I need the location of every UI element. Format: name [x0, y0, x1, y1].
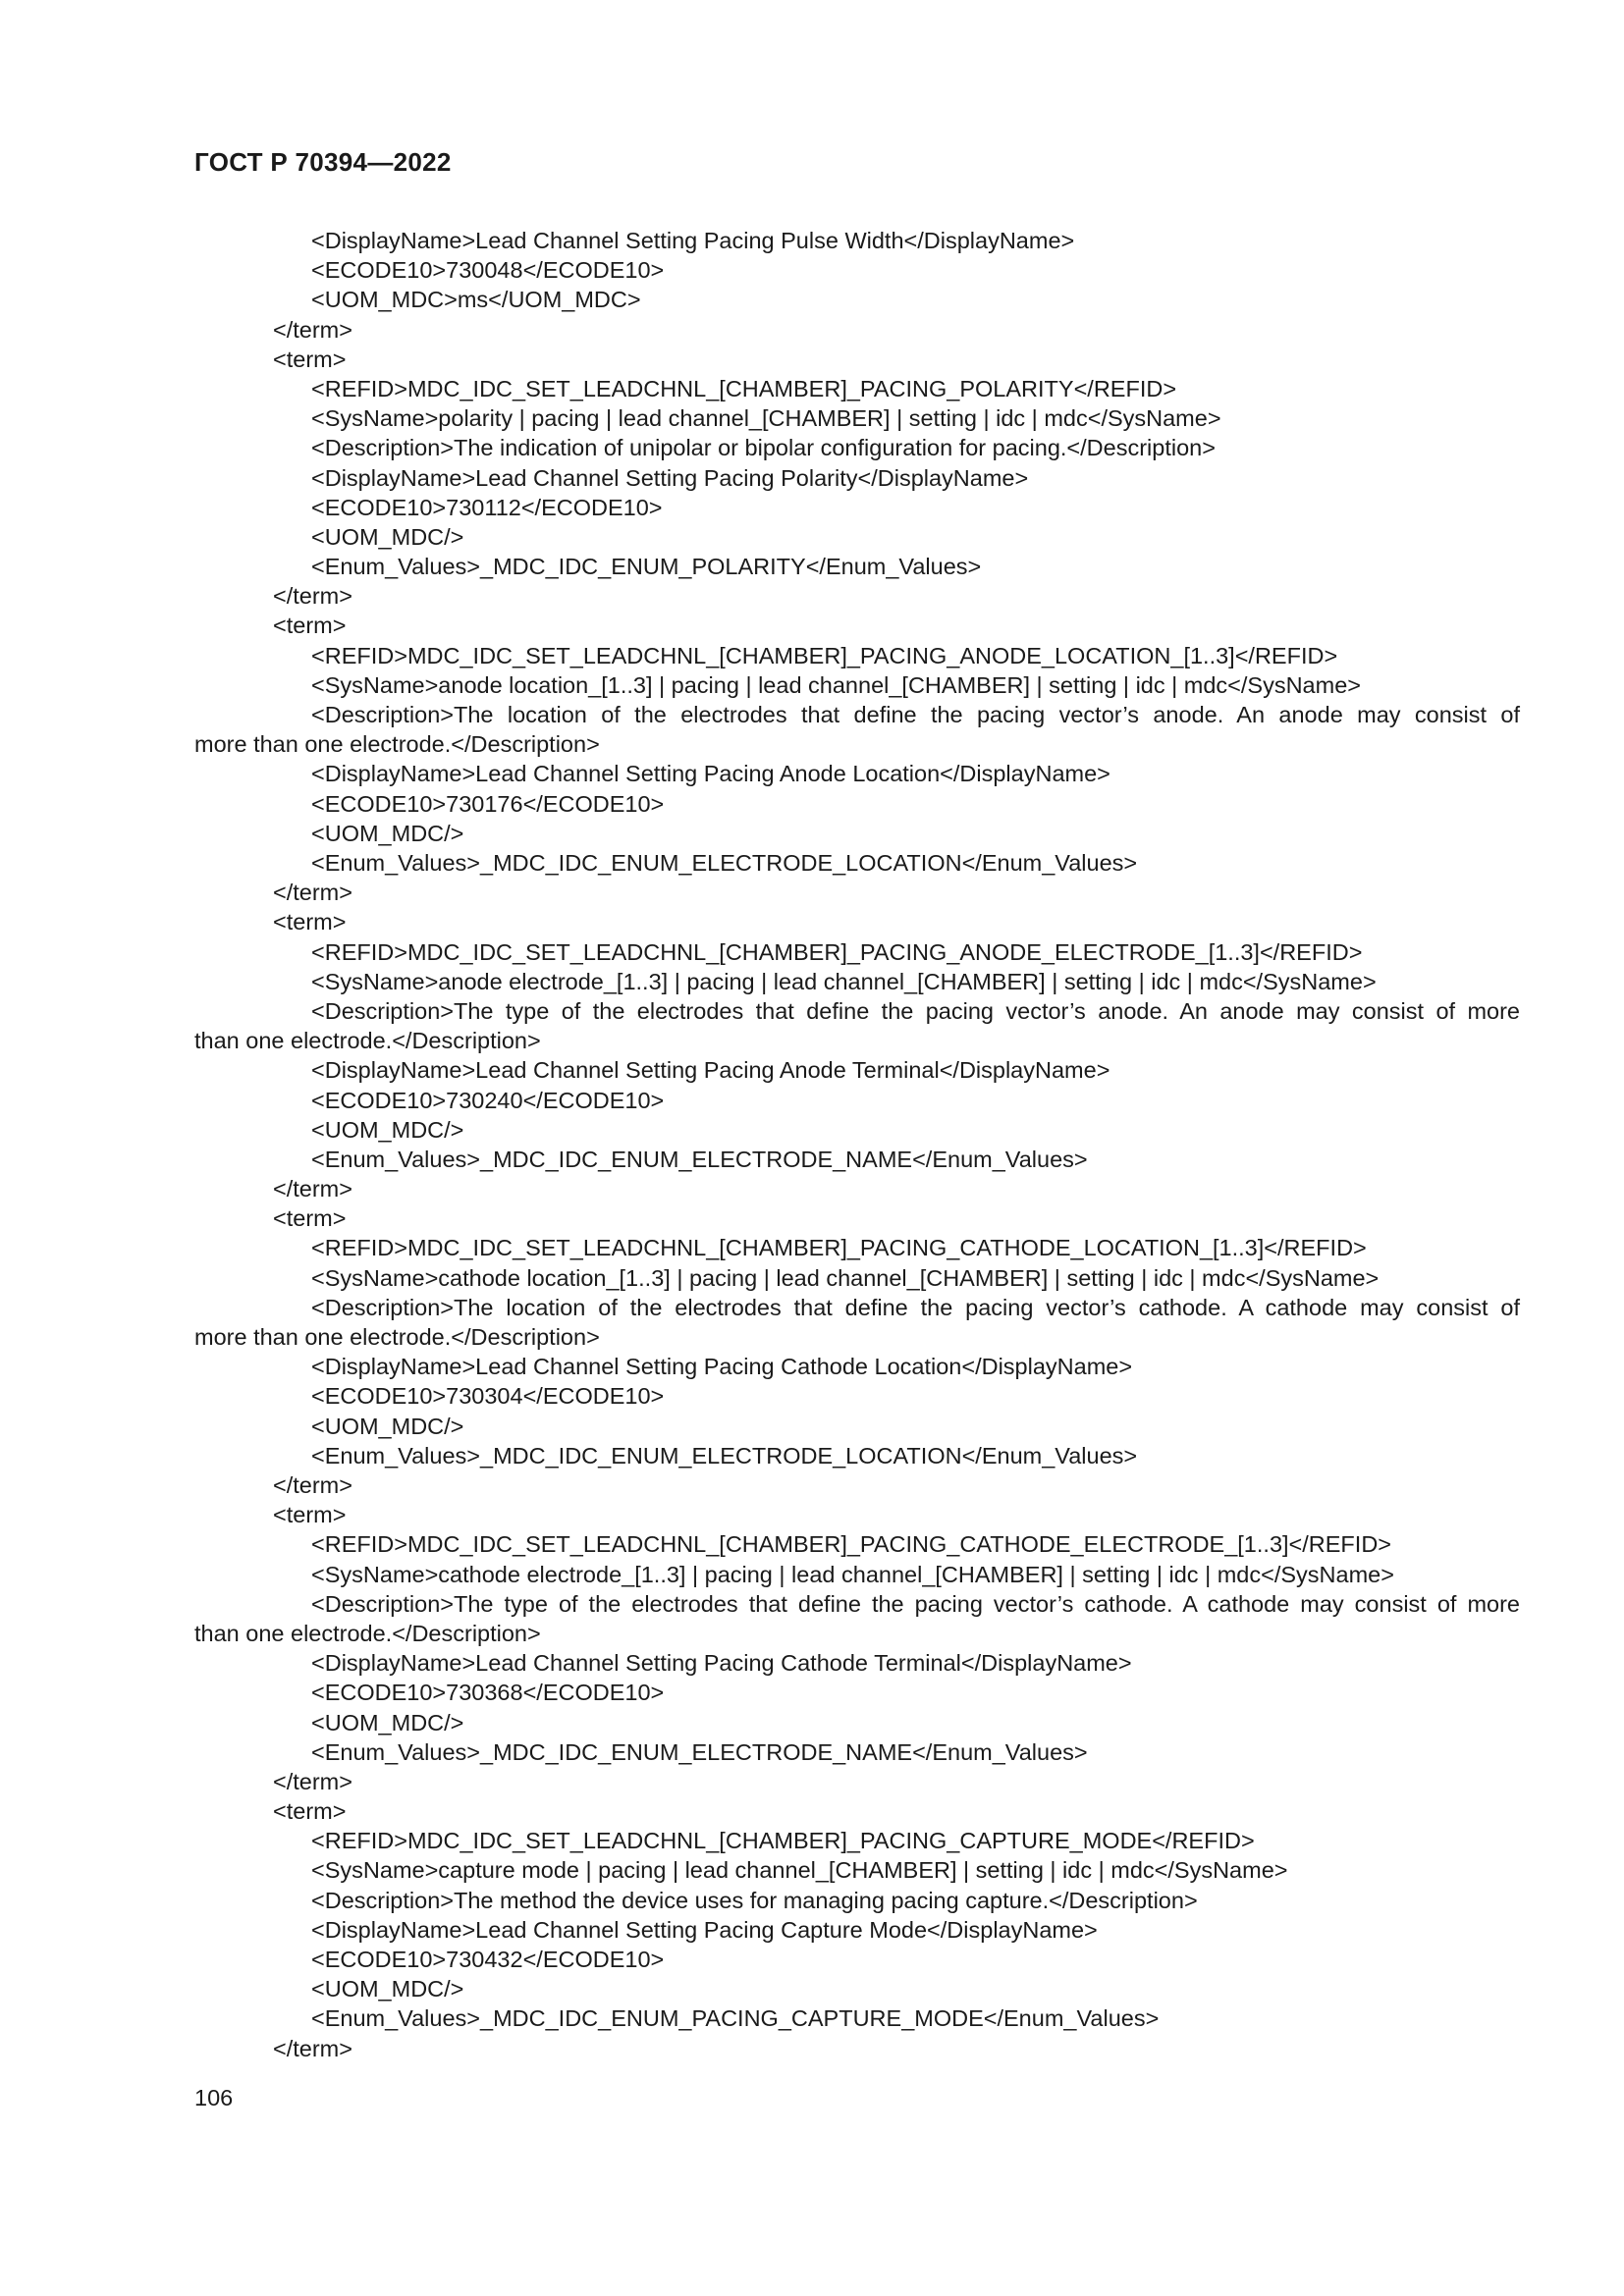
code-line: <DisplayName>Lead Channel Setting Pacing Capture Mode</DisplayName>: [311, 1916, 1098, 1943]
code-line: <SysName>anode location_[1..3] | pacing | lead channel_[CHAMBER] | setting | idc | mdc</SysName>: [311, 671, 1361, 698]
code-line: </term>: [273, 880, 352, 906]
code-line-first-part: <Description>The type of the electrodes that define the pacing vector’s anode. An anode may consist of more: [311, 997, 1520, 1024]
code-line-first-part: <Description>The location of the electrodes that define the pacing vector’s cathode. A cathode may consist of: [311, 1294, 1520, 1320]
code-line: </term>: [273, 316, 352, 343]
code-line: <Description>The indication of unipolar or bipolar configuration for pacing.</Description>: [311, 435, 1216, 461]
code-line: <SysName>anode electrode_[1..3] | pacing | lead channel_[CHAMBER] | setting | idc | mdc</SysName>: [311, 968, 1377, 994]
code-line: <REFID>MDC_IDC_SET_LEADCHNL_[CHAMBER]_PACING_CAPTURE_MODE</REFID>: [311, 1828, 1255, 1854]
code-line: <term>: [273, 346, 347, 372]
code-line: <DisplayName>Lead Channel Setting Pacing Anode Location</DisplayName>: [311, 761, 1110, 787]
code-line-wrapped: [194, 700, 1520, 759]
code-line: </term>: [273, 2035, 352, 2061]
code-line-continuation: than one electrode.</Description>: [194, 1620, 541, 1646]
code-line: <DisplayName>Lead Channel Setting Pacing Pulse Width</DisplayName>: [311, 228, 1075, 253]
code-line: </term>: [273, 1768, 352, 1794]
code-line-first-part: <Description>The location of the electrodes that define the pacing vector’s anode. An anode may consist of: [311, 702, 1520, 727]
code-line: <UOM_MDC/>: [311, 820, 464, 846]
code-line: <ECODE10>730368</ECODE10>: [311, 1680, 665, 1706]
code-line: <REFID>MDC_IDC_SET_LEADCHNL_[CHAMBER]_PACING_POLARITY</REFID>: [311, 375, 1177, 401]
code-line-wrapped: [194, 1589, 1520, 1648]
code-line: <UOM_MDC/>: [311, 523, 464, 550]
code-line: <term>: [273, 909, 347, 935]
code-line: <term>: [273, 613, 347, 639]
code-line: <term>: [273, 1502, 347, 1528]
code-line: <Enum_Values>_MDC_IDC_ENUM_ELECTRODE_LOCATION</Enum_Values>: [311, 1442, 1138, 1468]
code-line: <Enum_Values>_MDC_IDC_ENUM_ELECTRODE_NAME</Enum_Values>: [311, 1146, 1088, 1172]
code-line: <DisplayName>Lead Channel Setting Pacing Polarity</DisplayName>: [311, 464, 1029, 491]
code-line: <ECODE10>730240</ECODE10>: [311, 1087, 665, 1113]
code-line: <ECODE10>730048</ECODE10>: [311, 257, 665, 284]
code-line: <REFID>MDC_IDC_SET_LEADCHNL_[CHAMBER]_PACING_ANODE_LOCATION_[1..3]</REFID>: [311, 642, 1338, 668]
code-line-continuation: more than one electrode.</Description>: [194, 1324, 600, 1351]
code-line: <ECODE10>730304</ECODE10>: [311, 1383, 665, 1410]
code-line: <term>: [273, 1205, 347, 1232]
code-line: <Enum_Values>_MDC_IDC_ENUM_ELECTRODE_NAME</Enum_Values>: [311, 1738, 1088, 1765]
code-line: <DisplayName>Lead Channel Setting Pacing Anode Terminal</DisplayName>: [311, 1057, 1110, 1084]
code-line: <SysName>cathode electrode_[1..3] | pacing | lead channel_[CHAMBER] | setting | idc | mdc</SysName>: [311, 1561, 1394, 1587]
code-line: <ECODE10>730112</ECODE10>: [311, 494, 663, 520]
code-line: <Enum_Values>_MDC_IDC_ENUM_POLARITY</Enum_Values>: [311, 554, 982, 580]
code-line-wrapped: [194, 1293, 1520, 1352]
code-line: </term>: [273, 1176, 352, 1202]
code-line: <UOM_MDC/>: [311, 1413, 464, 1439]
code-line: <SysName>capture mode | pacing | lead channel_[CHAMBER] | setting | idc | mdc</SysName>: [311, 1857, 1288, 1884]
code-line: <SysName>cathode location_[1..3] | pacing | lead channel_[CHAMBER] | setting | idc | mdc</SysName>: [311, 1264, 1380, 1291]
xml-code-block: [194, 226, 1520, 2063]
code-line: <ECODE10>730176</ECODE10>: [311, 790, 665, 817]
code-line-continuation: than one electrode.</Description>: [194, 1028, 541, 1054]
code-line: <REFID>MDC_IDC_SET_LEADCHNL_[CHAMBER]_PACING_CATHODE_ELECTRODE_[1..3]</REFID>: [311, 1531, 1392, 1558]
code-line: <UOM_MDC/>: [311, 1976, 464, 2002]
code-line: <term>: [273, 1798, 347, 1825]
code-line: <Enum_Values>_MDC_IDC_ENUM_PACING_CAPTURE_MODE</Enum_Values>: [311, 2005, 1160, 2032]
code-line: </term>: [273, 583, 352, 610]
document-header: ГОСТ Р 70394—2022: [194, 147, 452, 177]
code-line: <UOM_MDC>ms</UOM_MDC>: [311, 287, 641, 313]
code-line: <DisplayName>Lead Channel Setting Pacing Cathode Location</DisplayName>: [311, 1354, 1133, 1380]
page-number: 106: [194, 2085, 234, 2110]
code-line-continuation: more than one electrode.</Description>: [194, 731, 600, 758]
code-line: <UOM_MDC/>: [311, 1709, 464, 1735]
code-line: <ECODE10>730432</ECODE10>: [311, 1947, 665, 1972]
code-line: <REFID>MDC_IDC_SET_LEADCHNL_[CHAMBER]_PACING_ANODE_ELECTRODE_[1..3]</REFID>: [311, 938, 1363, 965]
code-line: <DisplayName>Lead Channel Setting Pacing Cathode Terminal</DisplayName>: [311, 1650, 1132, 1677]
code-line: <REFID>MDC_IDC_SET_LEADCHNL_[CHAMBER]_PACING_CATHODE_LOCATION_[1..3]</REFID>: [311, 1235, 1367, 1261]
code-line-first-part: <Description>The type of the electrodes that define the pacing vector’s cathode. A cathode may consist of more: [311, 1590, 1520, 1617]
code-line-wrapped: [194, 996, 1520, 1055]
code-line: <UOM_MDC/>: [311, 1116, 464, 1143]
code-line: <SysName>polarity | pacing | lead channel_[CHAMBER] | setting | idc | mdc</SysName>: [311, 405, 1221, 432]
code-line: <Enum_Values>_MDC_IDC_ENUM_ELECTRODE_LOCATION</Enum_Values>: [311, 849, 1138, 876]
code-line: </term>: [273, 1471, 352, 1498]
code-line: <Description>The method the device uses for managing pacing capture.</Description>: [311, 1887, 1198, 1913]
